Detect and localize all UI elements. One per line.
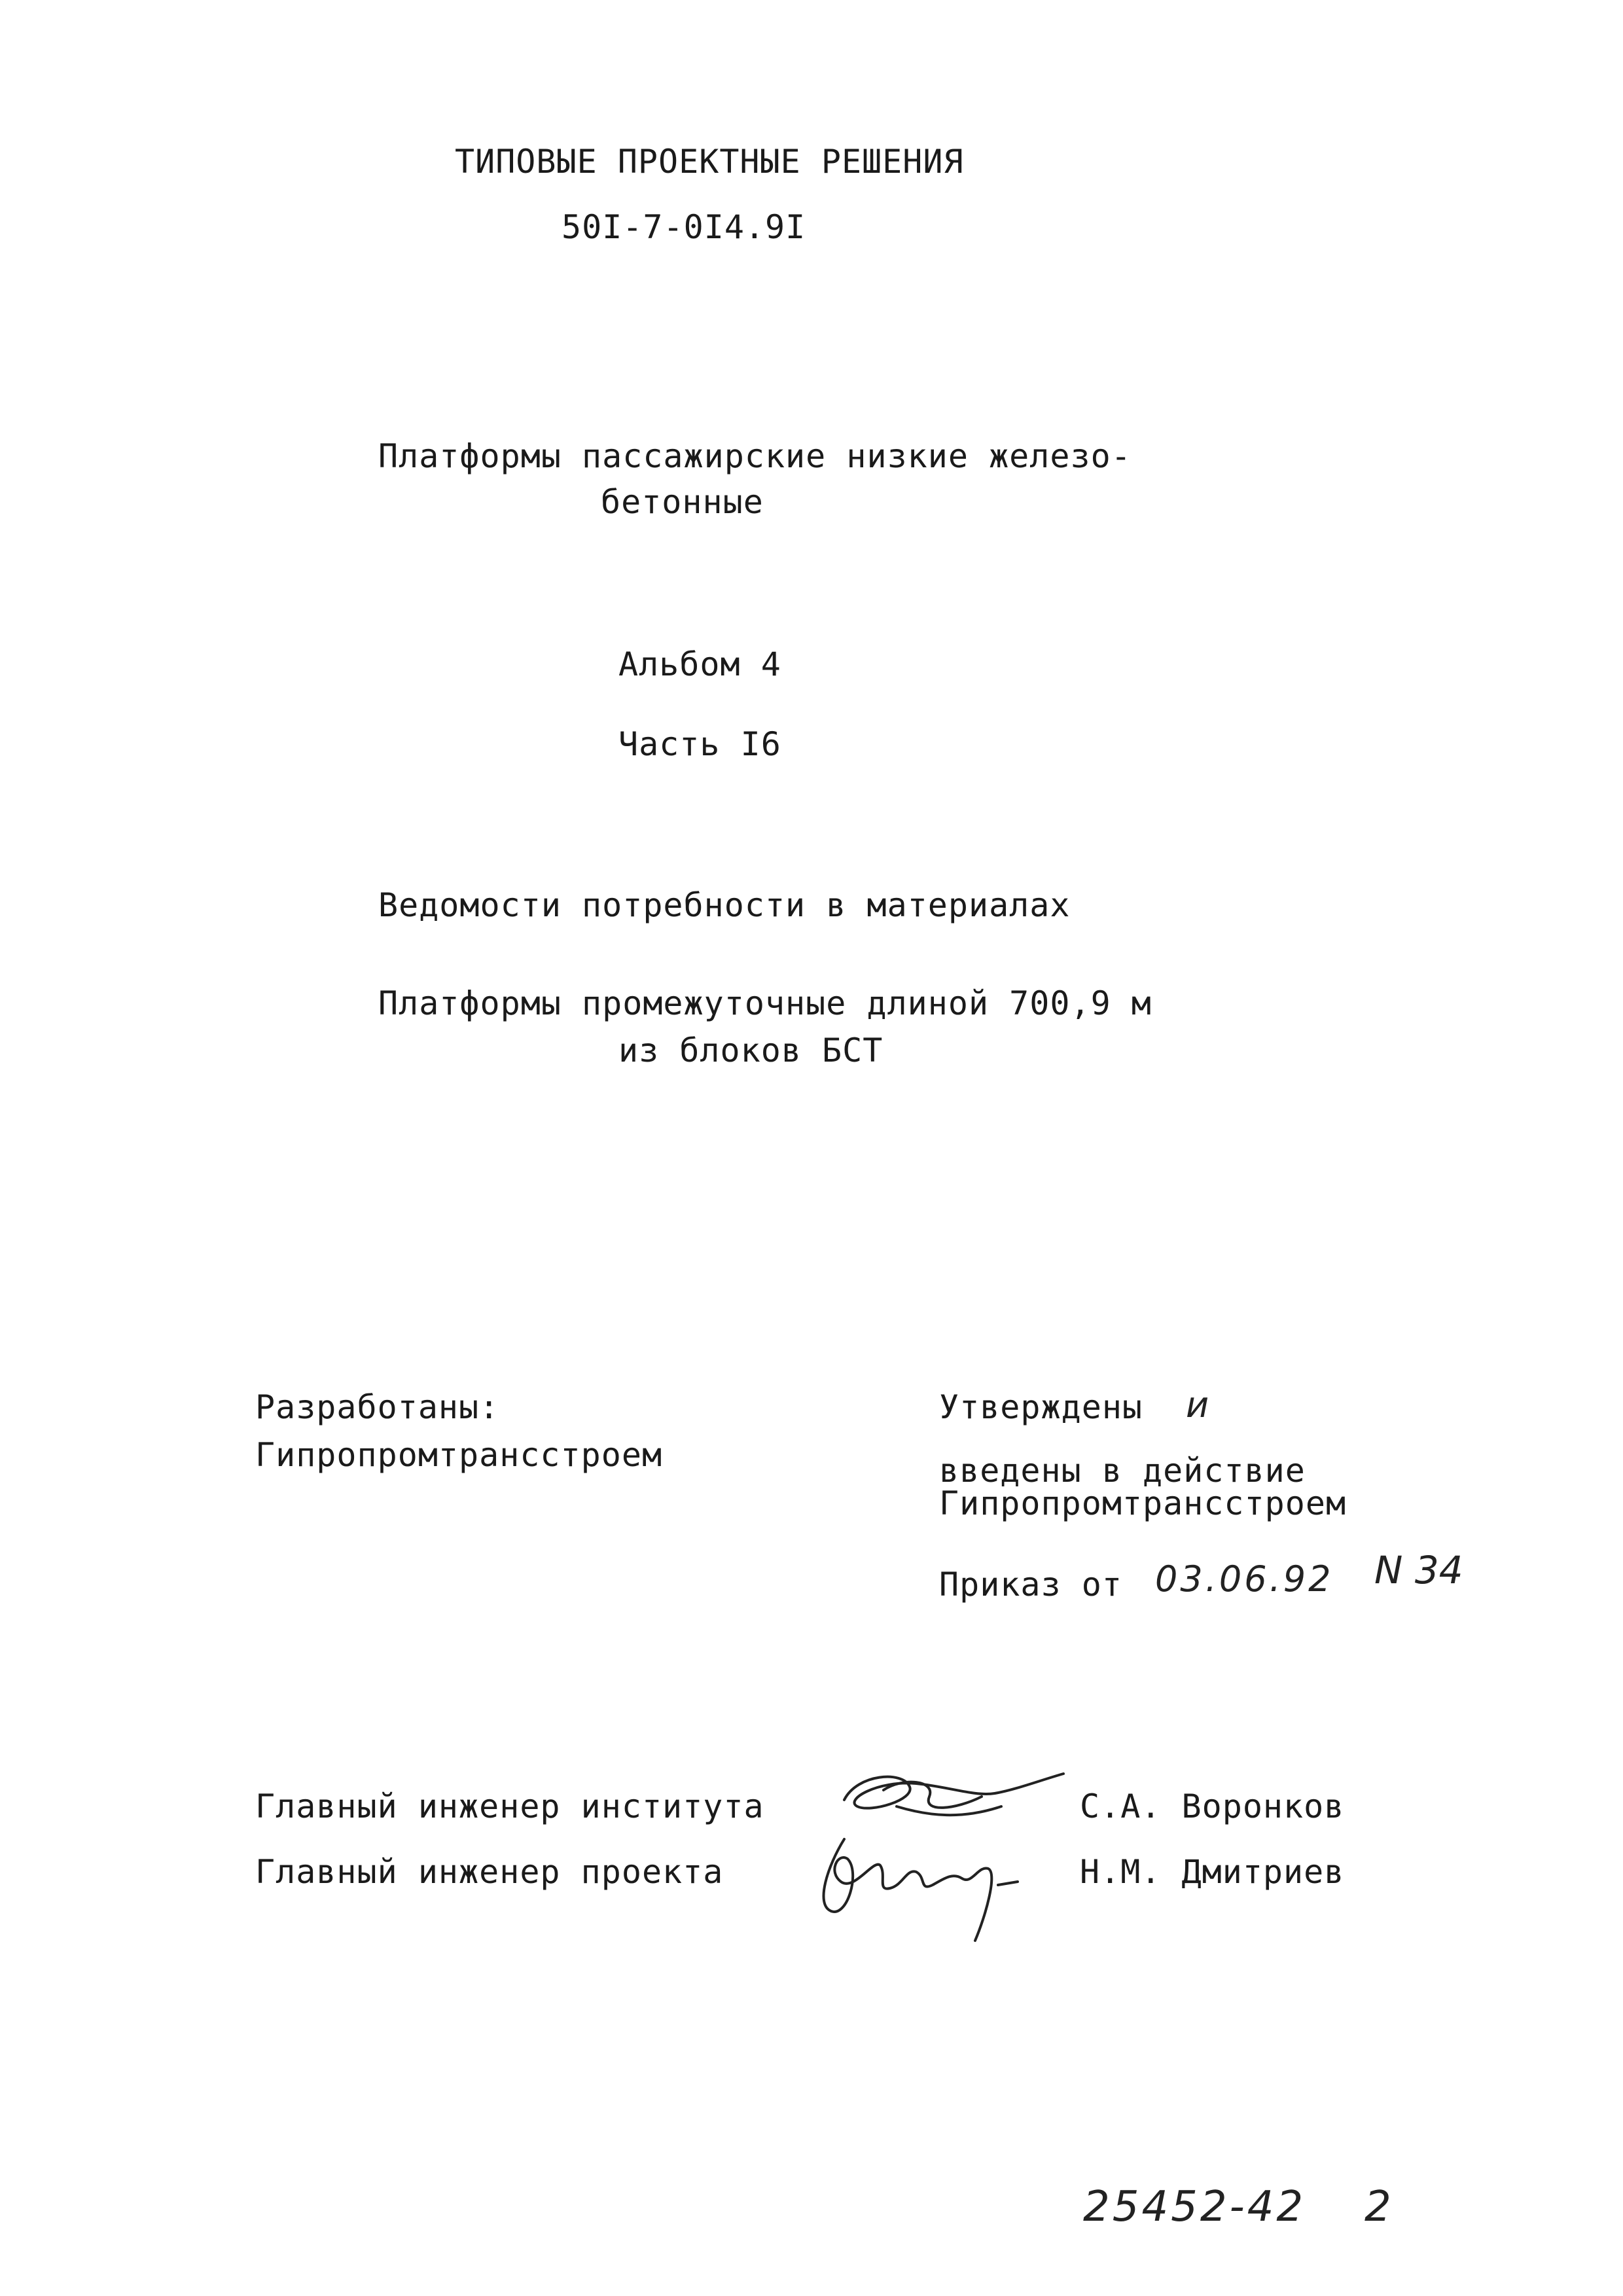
developed-organization: Гипропромтрансстроем xyxy=(255,1436,663,1474)
order-number-handwritten: N 34 xyxy=(1374,1548,1463,1592)
developed-label: Разработаны: xyxy=(255,1388,500,1426)
order-date-handwritten: 03.06.92 xyxy=(1155,1558,1334,1600)
inventory-number-handwritten: 25452-42 xyxy=(1083,2183,1306,2231)
album-number: Альбом 4 xyxy=(618,645,781,683)
document-code: 50I-7-0I4.9I xyxy=(562,208,806,246)
signatory-name-dmitriev: Н.М. Дмитриев xyxy=(1080,1853,1345,1891)
document-title-line1: Платформы пассажирские низкие железо- xyxy=(378,437,1132,475)
approved-line1: Утверждены xyxy=(939,1388,1143,1426)
signature-dmitriev xyxy=(802,1820,1077,1950)
page-number-handwritten: 2 xyxy=(1364,2183,1391,2231)
approved-conjunction-handwritten: и xyxy=(1186,1384,1209,1426)
document-title-line2: бетонные xyxy=(601,483,764,521)
series-title: ТИПОВЫЕ ПРОЕКТНЫЕ РЕШЕНИЯ xyxy=(455,143,964,181)
part-number: Часть I6 xyxy=(618,725,781,763)
signatory-name-voronkov: С.А. Воронков xyxy=(1080,1787,1345,1825)
order-label: Приказ от xyxy=(939,1566,1122,1604)
signatory-role-project: Главный инженер проекта xyxy=(255,1853,724,1891)
signatory-role-institute: Главный инженер института xyxy=(255,1787,764,1825)
approved-line3: Гипропромтрансстроем xyxy=(939,1484,1347,1522)
approved-line2: введены в действие xyxy=(939,1452,1306,1490)
description-line2: из блоков БСТ xyxy=(618,1031,883,1069)
description-line1: Платформы промежуточные длиной 700,9 м xyxy=(378,984,1152,1022)
document-subject: Ведомости потребности в материалах xyxy=(378,886,1071,924)
